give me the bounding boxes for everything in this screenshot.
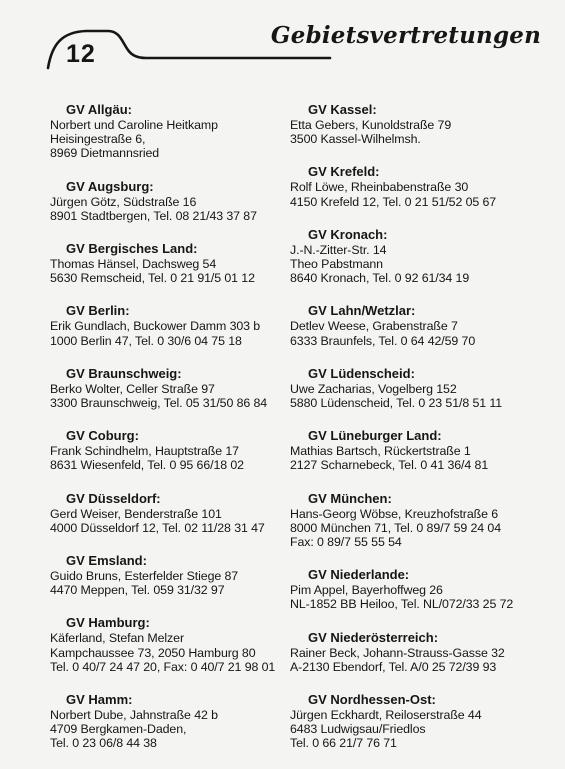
address-entry xyxy=(50,553,300,597)
address-entry xyxy=(290,428,555,472)
entry-title: GV Kronach: xyxy=(308,226,388,242)
address-entry xyxy=(290,491,555,550)
entry-line: Erik Gundlach, Buckower Damm 303 b xyxy=(50,319,261,334)
address-entry xyxy=(290,630,555,674)
entry-line: A-2130 Ebendorf, Tel. A/0 25 72/39 93 xyxy=(290,659,497,674)
entry-title: GV Emsland: xyxy=(66,553,147,569)
entry-line: Fax: 0 89/7 55 55 54 xyxy=(290,535,402,550)
entry-line: 4150 Krefeld 12, Tel. 0 21 51/52 05 67 xyxy=(290,194,497,209)
entry-title: GV Düsseldorf: xyxy=(66,490,161,506)
entry-title: GV Allgäu: xyxy=(66,102,132,117)
address-entry xyxy=(290,692,555,751)
entry-title: GV Niederlande: xyxy=(308,567,410,583)
left-column xyxy=(50,102,300,769)
entry-line: 1000 Berlin 47, Tel. 0 30/6 04 75 18 xyxy=(50,333,242,348)
address-entry xyxy=(290,567,555,611)
entry-line: Rainer Beck, Johann-Strauss-Gasse 32 xyxy=(290,645,505,660)
address-entry xyxy=(50,241,300,285)
entry-line: 8640 Kronach, Tel. 0 92 61/34 19 xyxy=(290,271,470,286)
entry-title: GV Braunschweig: xyxy=(66,365,182,381)
entry-line: Detlev Weese, Grabenstraße 7 xyxy=(290,319,458,334)
entry-line: Heisingestraße 6, xyxy=(50,132,146,147)
entry-title: GV Bergisches Land: xyxy=(66,241,198,257)
address-entry xyxy=(290,164,555,208)
entry-line: Mathias Bartsch, Rückertstraße 1 xyxy=(290,444,471,459)
entry-line: Pim Appel, Bayerhoffweg 26 xyxy=(290,583,443,598)
entry-line: 6483 Ludwigsau/Friedlos xyxy=(290,722,426,737)
entry-line: 4470 Meppen, Tel. 059 31/32 97 xyxy=(50,583,225,598)
entry-line: 8901 Stadtbergen, Tel. 08 21/43 37 87 xyxy=(50,208,257,223)
entry-line: Rolf Löwe, Rheinbabenstraße 30 xyxy=(290,180,469,195)
entry-line: Tel. 0 40/7 24 47 20, Fax: 0 40/7 21 98 01 xyxy=(50,659,276,674)
entry-line: 5630 Remscheid, Tel. 0 21 91/5 01 12 xyxy=(50,271,255,286)
entry-title: GV Lüdenscheid: xyxy=(308,365,415,381)
entry-line: Tel. 0 23 06/8 44 38 xyxy=(50,736,157,751)
entry-title: GV Kassel: xyxy=(308,102,377,117)
entry-line: 5880 Lüdenscheid, Tel. 0 23 51/8 51 11 xyxy=(290,396,503,411)
address-entry xyxy=(50,615,300,674)
entry-line: Berko Wolter, Celler Straße 97 xyxy=(50,381,215,396)
entry-line: Gerd Weiser, Benderstraße 101 xyxy=(50,506,222,521)
entry-line: Theo Pabstmann xyxy=(290,257,383,272)
entry-line: NL-1852 BB Heiloo, Tel. NL/072/33 25 72 xyxy=(290,597,514,612)
address-entry xyxy=(290,102,555,146)
entry-line: 3300 Braunschweig, Tel. 05 31/50 86 84 xyxy=(50,396,268,411)
address-entry xyxy=(50,303,300,347)
entry-line: 6333 Braunfels, Tel. 0 64 42/59 70 xyxy=(290,333,476,348)
entry-line: Norbert Dube, Jahnstraße 42 b xyxy=(50,708,218,723)
entry-line: 2127 Scharnebeck, Tel. 0 41 36/4 81 xyxy=(290,458,489,473)
entry-line: Jürgen Eckhardt, Reiloserstraße 44 xyxy=(290,708,482,723)
entry-line: Frank Schindhelm, Hauptstraße 17 xyxy=(50,444,239,459)
entry-title: GV München: xyxy=(308,490,392,506)
entry-line: Jürgen Götz, Südstraße 16 xyxy=(50,194,197,209)
entry-line: Etta Gebers, Kunoldstraße 79 xyxy=(290,118,452,132)
entry-title: GV Niederösterreich: xyxy=(308,629,439,645)
entry-line: Norbert und Caroline Heitkamp xyxy=(50,118,218,132)
entry-line: 8631 Wiesenfeld, Tel. 0 95 66/18 02 xyxy=(50,458,244,473)
entry-title: GV Nordhessen-Ost: xyxy=(308,692,436,708)
address-entry xyxy=(50,366,300,410)
entry-title: GV Lahn/Wetzlar: xyxy=(308,303,416,319)
entry-title: GV Hamm: xyxy=(66,692,133,708)
entry-line: 4000 Düsseldorf 12, Tel. 02 11/28 31 47 xyxy=(50,520,265,535)
entry-line: Käferland, Stefan Melzer xyxy=(50,631,184,646)
address-entry xyxy=(290,303,555,347)
entry-line: 3500 Kassel-Wilhelmsh. xyxy=(290,132,421,147)
entry-title: GV Coburg: xyxy=(66,428,139,444)
entry-line: J.-N.-Zitter-Str. 14 xyxy=(290,242,387,257)
address-entry xyxy=(290,227,555,286)
entry-title: GV Krefeld: xyxy=(308,164,380,180)
entry-line: 8000 München 71, Tel. 0 89/7 59 24 04 xyxy=(290,520,502,535)
address-entry xyxy=(50,692,300,751)
entry-title: GV Augsburg: xyxy=(66,178,154,194)
entry-line: 4709 Bergkamen-Daden, xyxy=(50,722,187,737)
entry-title: GV Hamburg: xyxy=(66,615,150,631)
entry-line: Hans-Georg Wöbse, Kreuzhofstraße 6 xyxy=(290,506,499,521)
page-number: 12 xyxy=(66,40,96,68)
address-entry xyxy=(290,366,555,410)
entry-line: Kampchaussee 73, 2050 Hamburg 80 xyxy=(50,645,256,660)
entry-line: 8969 Dietmannsried xyxy=(50,146,160,161)
address-entry xyxy=(50,102,300,161)
address-entry xyxy=(50,428,300,472)
entry-title: GV Lüneburger Land: xyxy=(308,428,442,444)
entry-title: GV Berlin: xyxy=(66,303,130,319)
entry-line: Guido Bruns, Esterfelder Stiege 87 xyxy=(50,569,239,584)
entry-line: Tel. 0 66 21/7 76 71 xyxy=(290,736,397,751)
address-entry xyxy=(50,491,300,535)
right-column xyxy=(290,102,555,769)
page-title: Gebietsvertretungen xyxy=(270,22,541,49)
entry-line: Thomas Hänsel, Dachsweg 54 xyxy=(50,257,217,272)
entry-line: Uwe Zacharias, Vogelberg 152 xyxy=(290,381,457,396)
address-entry xyxy=(50,179,300,223)
